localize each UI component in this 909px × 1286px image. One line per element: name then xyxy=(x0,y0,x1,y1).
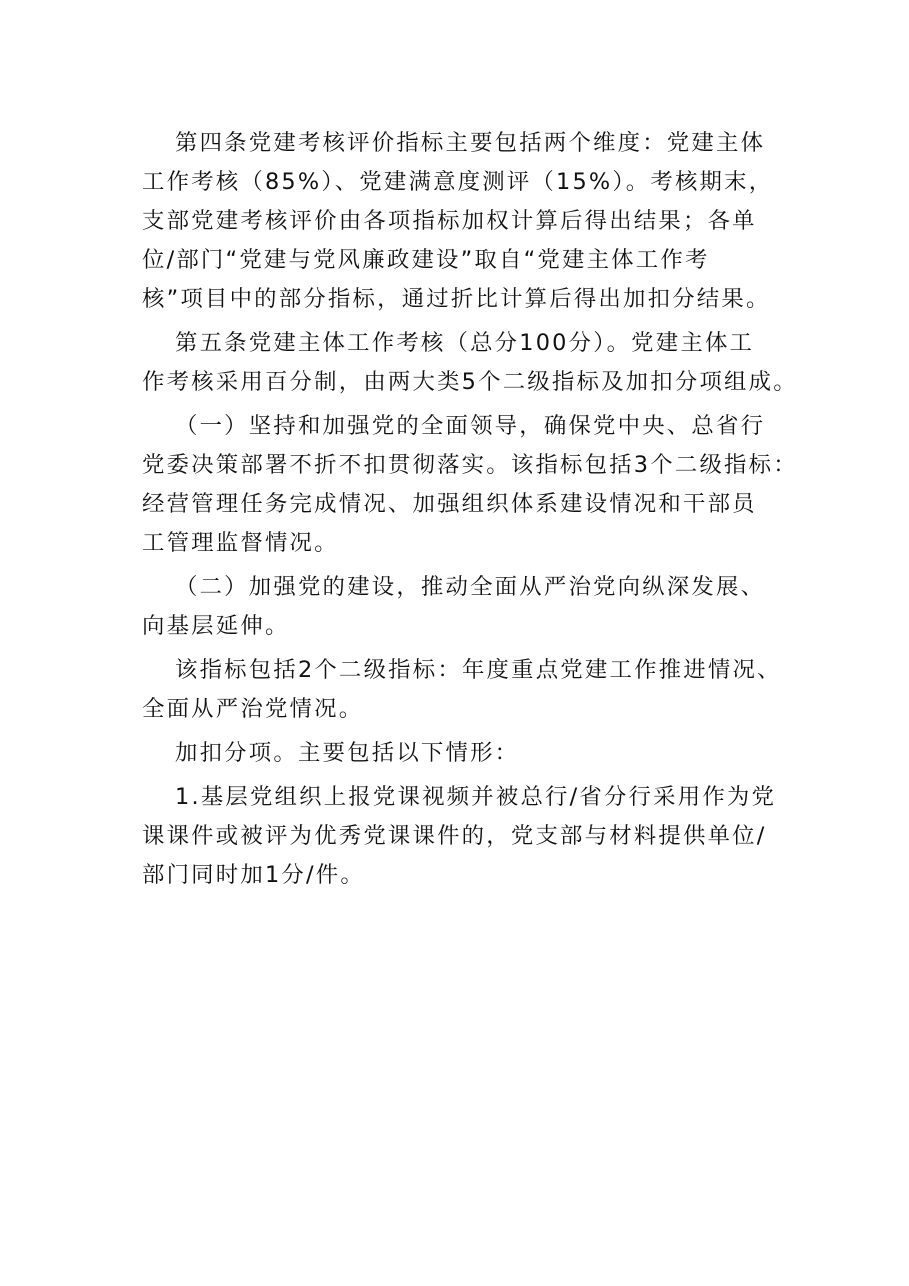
paragraph-article-4 xyxy=(142,124,782,319)
text-line: 第四条党建考核评价指标主要包括两个维度：党建主体 xyxy=(175,130,766,156)
paragraph-article-5 xyxy=(142,324,798,402)
text-line: 部门同时加1分/件。 xyxy=(142,862,365,888)
paragraph-bonus-items xyxy=(142,734,782,773)
text-line: 1.基层党组织上报党课视频并被总行/省分行采用作为党 xyxy=(175,784,777,810)
paragraph-item-2-indicators xyxy=(142,651,782,729)
text-line: 向基层延伸。 xyxy=(142,613,290,639)
text-line: 第五条党建主体工作考核（总分100分）。党建主体工 xyxy=(175,330,755,356)
text-line: 工作考核（85%）、党建满意度测评（15%）。考核期末， xyxy=(142,169,774,195)
text-line: （一）坚持和加强党的全面领导，确保党中央、总省行 xyxy=(175,413,766,439)
text-line: 党委决策部署不折不扣贯彻落实。该指标包括3个二级指标： xyxy=(142,452,798,478)
text-line: 作考核采用百分制，由两大类5个二级指标及加扣分项组成。 xyxy=(142,369,798,395)
text-line: 课课件或被评为优秀党课课件的，党支部与材料提供单位/ xyxy=(142,823,767,849)
text-line: 位/部门“党建与党风廉政建设”取自“党建主体工作考 xyxy=(142,247,710,273)
text-line: 该指标包括2个二级指标：年度重点党建工作推进情况、 xyxy=(175,657,782,683)
text-line: 全面从严治党情况。 xyxy=(142,696,364,722)
paragraph-item-2 xyxy=(142,568,782,646)
document-body xyxy=(142,124,798,900)
paragraph-bonus-item-1 xyxy=(142,778,782,895)
text-line: 经营管理任务完成情况、加强组织体系建设情况和干部员 xyxy=(142,491,757,517)
text-line: 核”项目中的部分指标，通过折比计算后得出加扣分结果。 xyxy=(142,286,771,312)
text-line: 支部党建考核评价由各项指标加权计算后得出结果；各单 xyxy=(142,208,757,234)
text-line: 工管理监督情况。 xyxy=(142,530,339,556)
text-line: （二）加强党的建设，推动全面从严治党向纵深发展、 xyxy=(175,574,766,600)
paragraph-item-1 xyxy=(142,407,798,563)
text-line: 加扣分项。主要包括以下情形： xyxy=(175,740,520,766)
